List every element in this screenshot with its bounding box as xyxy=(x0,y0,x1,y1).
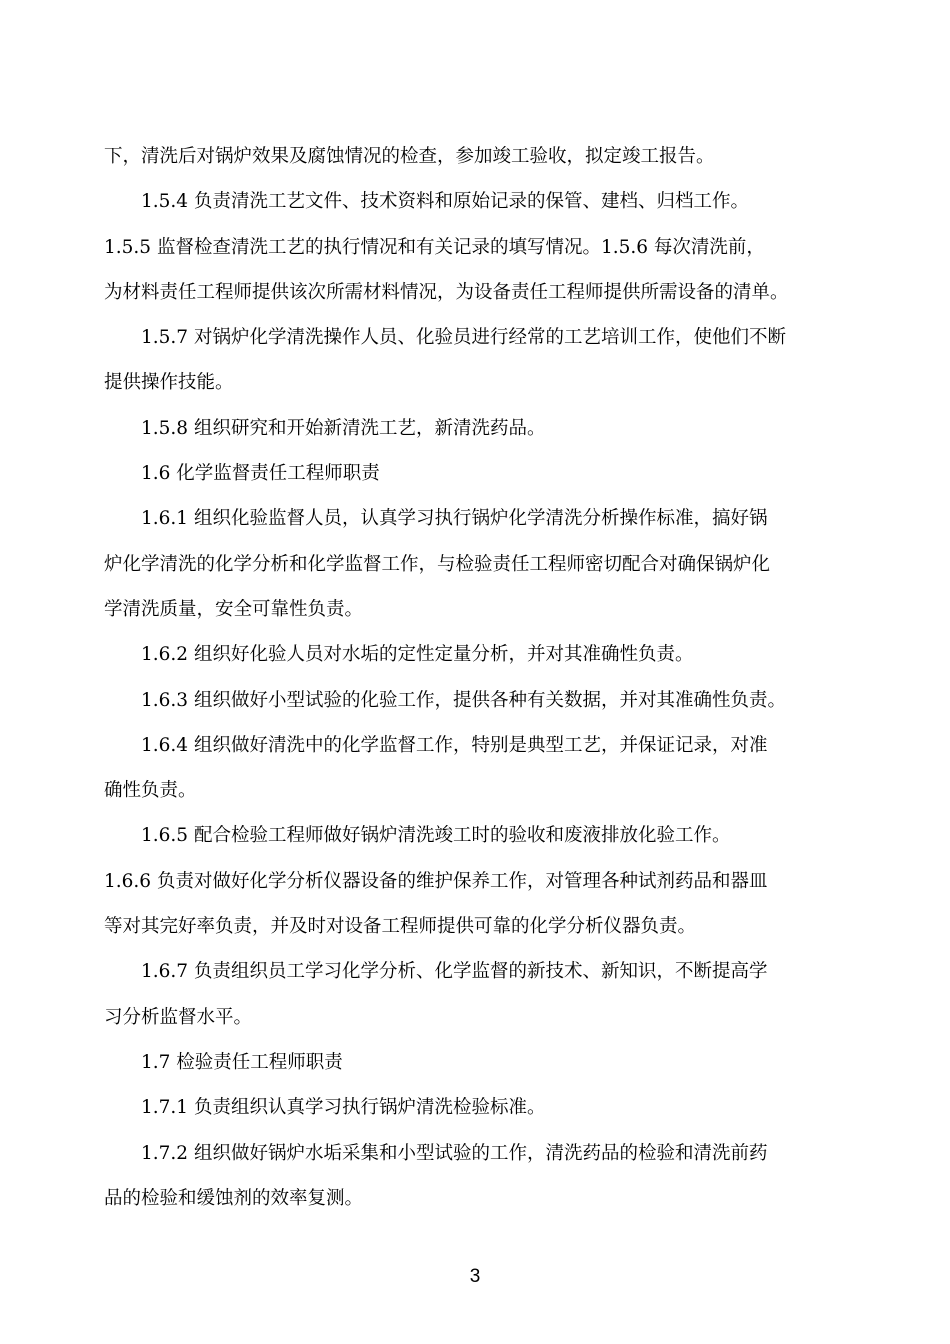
text-line: 1.7.1 负责组织认真学习执行锅炉清洗检验标准。 xyxy=(141,1097,546,1119)
text-line: 1.7.2 组织做好锅炉水垢采集和小型试验的工作，清洗药品的检验和清洗前药 xyxy=(141,1142,768,1164)
text-line: 1.5.4 负责清洗工艺文件、技术资料和原始记录的保管、建档、归档工作。 xyxy=(141,191,749,213)
text-line: 1.6.2 组织好化验人员对水垢的定性定量分析，并对其准确性负责。 xyxy=(141,644,694,666)
text-line: 确性负责。 xyxy=(104,780,197,802)
text-line: 1.5.5 监督检查清洗工艺的执行情况和有关记录的填写情况。1.5.6 每次清洗前， xyxy=(104,236,765,258)
text-line: 1.6.4 组织做好清洗中的化学监督工作，特别是典型工艺，并保证记录，对准 xyxy=(141,734,768,756)
text-line: 学清洗质量，安全可靠性负责。 xyxy=(104,598,364,620)
page-number: 3 xyxy=(469,1266,481,1287)
text-line: 1.6.1 组织化验监督人员，认真学习执行锅炉化学清洗分析操作标准，搞好锅 xyxy=(141,508,768,530)
text-line: 炉化学清洗的化学分析和化学监督工作，与检验责任工程师密切配合对确保锅炉化 xyxy=(104,553,771,575)
text-line: 提供操作技能。 xyxy=(104,372,234,394)
text-line: 品的检验和缓蚀剂的效率复测。 xyxy=(104,1187,364,1209)
text-line: 1.5.8 组织研究和开始新清洗工艺，新清洗药品。 xyxy=(141,417,546,439)
section-heading: 1.6 化学监督责任工程师职责 xyxy=(141,463,380,485)
text-line: 1.6.7 负责组织员工学习化学分析、化学监督的新技术、新知识，不断提高学 xyxy=(141,961,768,983)
text-line: 为材料责任工程师提供该次所需材料情况，为设备责任工程师提供所需设备的清单。 xyxy=(104,281,789,303)
text-line: 等对其完好率负责，并及时对设备工程师提供可靠的化学分析仪器负责。 xyxy=(104,916,697,938)
section-heading: 1.7 检验责任工程师职责 xyxy=(141,1051,343,1073)
text-line: 习分析监督水平。 xyxy=(104,1006,253,1028)
body-text xyxy=(104,134,844,1221)
text-line: 1.6.5 配合检验工程师做好锅炉清洗竣工时的验收和废液排放化验工作。 xyxy=(141,825,731,847)
text-line: 1.6.3 组织做好小型试验的化验工作，提供各种有关数据，并对其准确性负责。 xyxy=(141,689,786,711)
text-line: 下，清洗后对锅炉效果及腐蚀情况的检查，参加竣工验收，拟定竣工报告。 xyxy=(104,146,715,167)
text-line: 1.5.7 对锅炉化学清洗操作人员、化验员进行经常的工艺培训工作，使他们不断 xyxy=(141,327,786,349)
text-line: 1.6.6 负责对做好化学分析仪器设备的维护保养工作，对管理各种试剂药品和器皿 xyxy=(104,870,768,892)
